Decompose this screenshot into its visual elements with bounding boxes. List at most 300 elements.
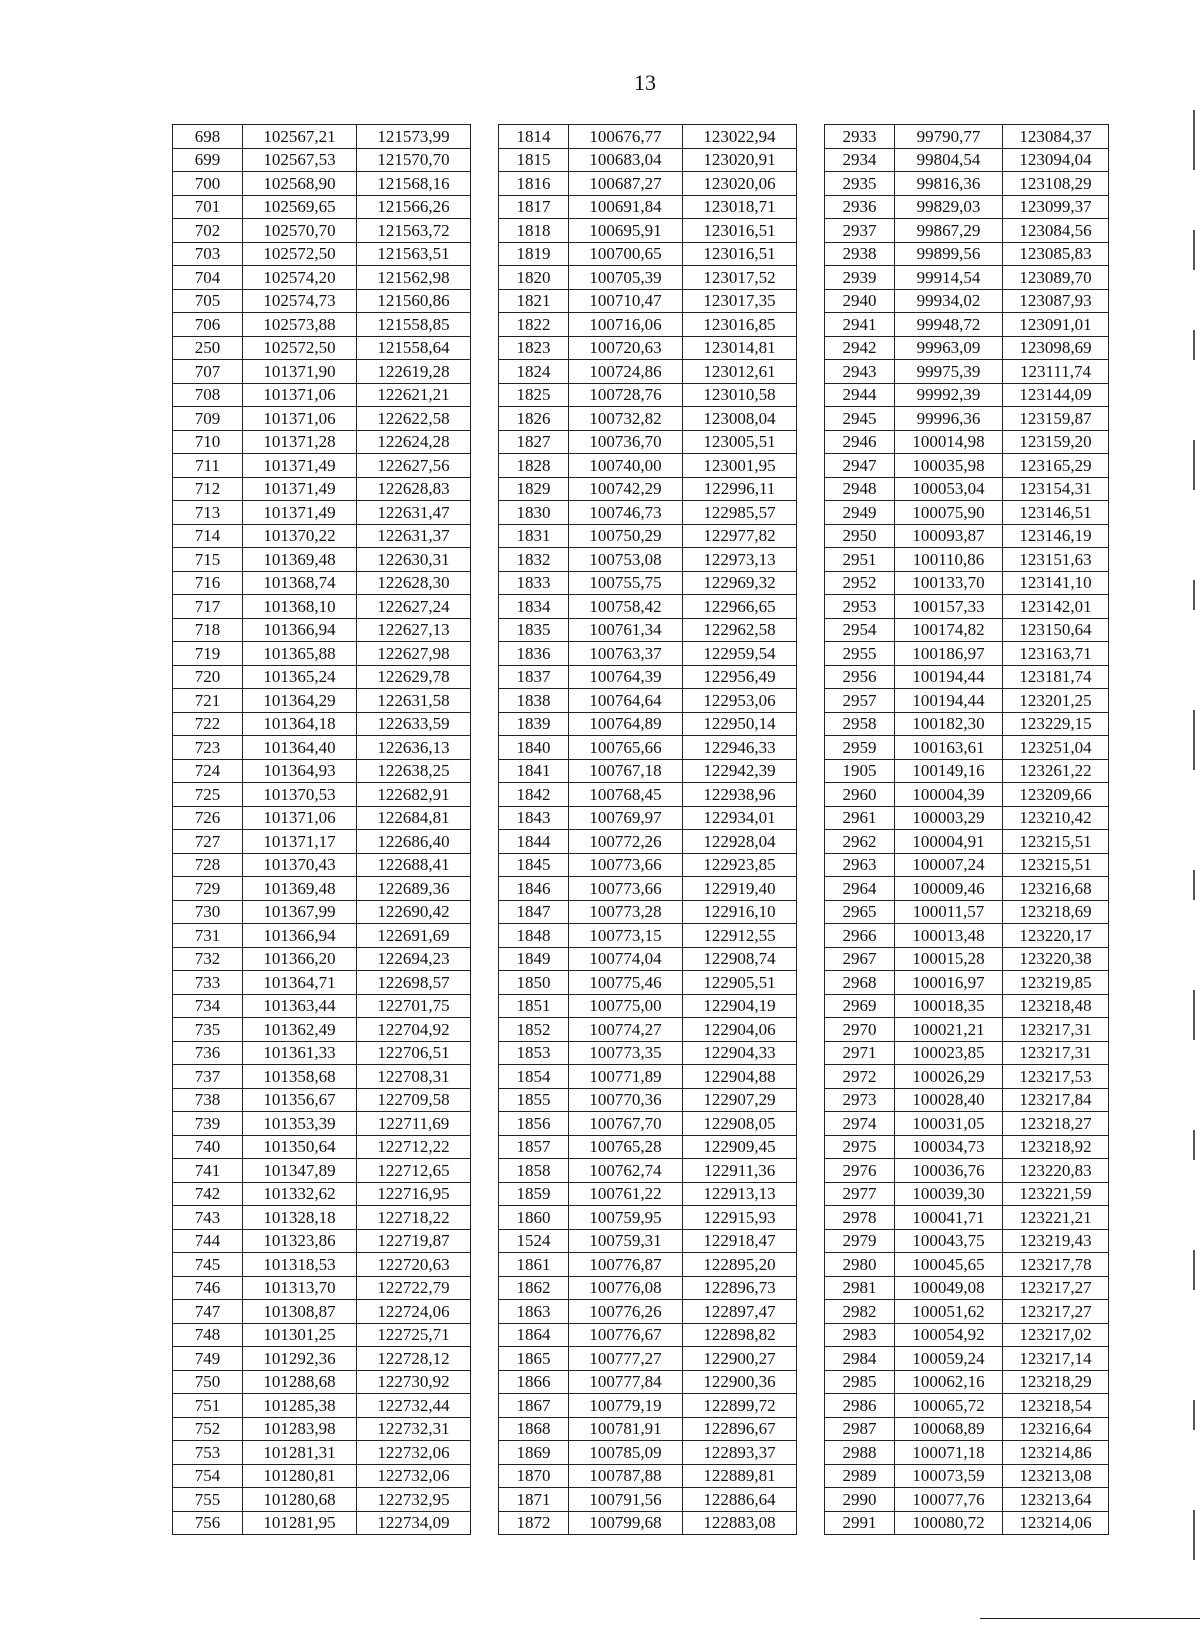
x-coordinate-cell: 100777,84 xyxy=(569,1370,683,1394)
column-separator xyxy=(471,830,499,854)
column-separator xyxy=(471,1112,499,1136)
y-coordinate-cell: 123251,04 xyxy=(1003,736,1109,760)
y-coordinate-cell: 122732,44 xyxy=(357,1394,471,1418)
x-coordinate-cell: 100194,44 xyxy=(895,689,1003,713)
x-coordinate-cell: 101371,06 xyxy=(243,806,357,830)
point-number-cell: 736 xyxy=(173,1041,243,1065)
point-number-cell: 2988 xyxy=(825,1441,895,1465)
x-coordinate-cell: 101323,86 xyxy=(243,1229,357,1253)
point-number-cell: 740 xyxy=(173,1135,243,1159)
point-number-cell: 2950 xyxy=(825,524,895,548)
x-coordinate-cell: 101365,88 xyxy=(243,642,357,666)
x-coordinate-cell: 102574,20 xyxy=(243,266,357,290)
point-number-cell: 746 xyxy=(173,1276,243,1300)
point-number-cell: 2938 xyxy=(825,242,895,266)
x-coordinate-cell: 100776,08 xyxy=(569,1276,683,1300)
column-separator xyxy=(471,266,499,290)
point-number-cell: 1867 xyxy=(499,1394,569,1418)
point-number-cell: 2947 xyxy=(825,454,895,478)
x-coordinate-cell: 100071,18 xyxy=(895,1441,1003,1465)
point-number-cell: 1848 xyxy=(499,924,569,948)
x-coordinate-cell: 102567,53 xyxy=(243,148,357,172)
x-coordinate-cell: 99829,03 xyxy=(895,195,1003,219)
point-number-cell: 1814 xyxy=(499,125,569,149)
y-coordinate-cell: 123094,04 xyxy=(1003,148,1109,172)
x-coordinate-cell: 100773,66 xyxy=(569,877,683,901)
x-coordinate-cell: 100007,24 xyxy=(895,853,1003,877)
column-separator xyxy=(471,548,499,572)
x-coordinate-cell: 102572,50 xyxy=(243,336,357,360)
point-number-cell: 2989 xyxy=(825,1464,895,1488)
point-number-cell: 751 xyxy=(173,1394,243,1418)
y-coordinate-cell: 122883,08 xyxy=(683,1511,797,1535)
column-separator xyxy=(797,618,825,642)
table-row xyxy=(173,971,1109,995)
table-row xyxy=(173,1323,1109,1347)
y-coordinate-cell: 122909,45 xyxy=(683,1135,797,1159)
x-coordinate-cell: 100772,26 xyxy=(569,830,683,854)
column-separator xyxy=(471,853,499,877)
y-coordinate-cell: 123108,29 xyxy=(1003,172,1109,196)
x-coordinate-cell: 100787,88 xyxy=(569,1464,683,1488)
point-number-cell: 726 xyxy=(173,806,243,830)
point-number-cell: 2969 xyxy=(825,994,895,1018)
x-coordinate-cell: 100043,75 xyxy=(895,1229,1003,1253)
column-separator xyxy=(797,571,825,595)
point-number-cell: 1846 xyxy=(499,877,569,901)
y-coordinate-cell: 123016,85 xyxy=(683,313,797,337)
y-coordinate-cell: 122624,28 xyxy=(357,430,471,454)
y-coordinate-cell: 121560,86 xyxy=(357,289,471,313)
point-number-cell: 1831 xyxy=(499,524,569,548)
x-coordinate-cell: 100776,67 xyxy=(569,1323,683,1347)
point-number-cell: 2961 xyxy=(825,806,895,830)
x-coordinate-cell: 100781,91 xyxy=(569,1417,683,1441)
point-number-cell: 1905 xyxy=(825,759,895,783)
point-number-cell: 741 xyxy=(173,1159,243,1183)
x-coordinate-cell: 100016,97 xyxy=(895,971,1003,995)
x-coordinate-cell: 101365,24 xyxy=(243,665,357,689)
column-separator xyxy=(471,501,499,525)
point-number-cell: 2964 xyxy=(825,877,895,901)
y-coordinate-cell: 123163,71 xyxy=(1003,642,1109,666)
point-number-cell: 2948 xyxy=(825,477,895,501)
point-number-cell: 1860 xyxy=(499,1206,569,1230)
x-coordinate-cell: 100041,71 xyxy=(895,1206,1003,1230)
x-coordinate-cell: 100799,68 xyxy=(569,1511,683,1535)
column-separator xyxy=(471,759,499,783)
x-coordinate-cell: 100768,45 xyxy=(569,783,683,807)
x-coordinate-cell: 100695,91 xyxy=(569,219,683,243)
table-row xyxy=(173,853,1109,877)
y-coordinate-cell: 122621,21 xyxy=(357,383,471,407)
point-number-cell: 1842 xyxy=(499,783,569,807)
table-row xyxy=(173,1464,1109,1488)
column-separator xyxy=(797,1300,825,1324)
column-separator xyxy=(797,454,825,478)
column-separator xyxy=(797,665,825,689)
x-coordinate-cell: 100034,73 xyxy=(895,1135,1003,1159)
column-separator xyxy=(797,1370,825,1394)
point-number-cell: 1829 xyxy=(499,477,569,501)
column-separator xyxy=(797,195,825,219)
y-coordinate-cell: 122985,57 xyxy=(683,501,797,525)
y-coordinate-cell: 121568,16 xyxy=(357,172,471,196)
point-number-cell: 731 xyxy=(173,924,243,948)
y-coordinate-cell: 123214,86 xyxy=(1003,1441,1109,1465)
point-number-cell: 716 xyxy=(173,571,243,595)
x-coordinate-cell: 101280,81 xyxy=(243,1464,357,1488)
y-coordinate-cell: 122720,63 xyxy=(357,1253,471,1277)
table-row xyxy=(173,1300,1109,1324)
x-coordinate-cell: 100039,30 xyxy=(895,1182,1003,1206)
column-separator xyxy=(471,1182,499,1206)
point-number-cell: 2934 xyxy=(825,148,895,172)
column-separator xyxy=(797,994,825,1018)
column-separator xyxy=(471,1464,499,1488)
column-separator xyxy=(471,1394,499,1418)
y-coordinate-cell: 123146,19 xyxy=(1003,524,1109,548)
y-coordinate-cell: 122900,36 xyxy=(683,1370,797,1394)
column-separator xyxy=(471,642,499,666)
y-coordinate-cell: 122728,12 xyxy=(357,1347,471,1371)
column-separator xyxy=(471,877,499,901)
column-separator xyxy=(797,900,825,924)
y-coordinate-cell: 122896,67 xyxy=(683,1417,797,1441)
x-coordinate-cell: 100764,64 xyxy=(569,689,683,713)
column-separator xyxy=(797,1088,825,1112)
x-coordinate-cell: 101332,62 xyxy=(243,1182,357,1206)
y-coordinate-cell: 122709,58 xyxy=(357,1088,471,1112)
y-coordinate-cell: 123217,02 xyxy=(1003,1323,1109,1347)
point-number-cell: 701 xyxy=(173,195,243,219)
table-row xyxy=(173,642,1109,666)
y-coordinate-cell: 122904,33 xyxy=(683,1041,797,1065)
table-row xyxy=(173,759,1109,783)
x-coordinate-cell: 100765,66 xyxy=(569,736,683,760)
y-coordinate-cell: 123018,71 xyxy=(683,195,797,219)
column-separator xyxy=(471,1135,499,1159)
x-coordinate-cell: 101364,93 xyxy=(243,759,357,783)
y-coordinate-cell: 122706,51 xyxy=(357,1041,471,1065)
table-row xyxy=(173,924,1109,948)
x-coordinate-cell: 101353,39 xyxy=(243,1112,357,1136)
x-coordinate-cell: 101308,87 xyxy=(243,1300,357,1324)
table-row xyxy=(173,1182,1109,1206)
table-row xyxy=(173,736,1109,760)
y-coordinate-cell: 122918,47 xyxy=(683,1229,797,1253)
x-coordinate-cell: 101364,40 xyxy=(243,736,357,760)
point-number-cell: 2968 xyxy=(825,971,895,995)
point-number-cell: 732 xyxy=(173,947,243,971)
column-separator xyxy=(797,853,825,877)
x-coordinate-cell: 101368,10 xyxy=(243,595,357,619)
y-coordinate-cell: 122629,78 xyxy=(357,665,471,689)
x-coordinate-cell: 100775,46 xyxy=(569,971,683,995)
point-number-cell: 1825 xyxy=(499,383,569,407)
point-number-cell: 2990 xyxy=(825,1488,895,1512)
y-coordinate-cell: 122942,39 xyxy=(683,759,797,783)
y-coordinate-cell: 122904,06 xyxy=(683,1018,797,1042)
x-coordinate-cell: 100762,74 xyxy=(569,1159,683,1183)
point-number-cell: 250 xyxy=(173,336,243,360)
y-coordinate-cell: 123217,14 xyxy=(1003,1347,1109,1371)
y-coordinate-cell: 122732,31 xyxy=(357,1417,471,1441)
y-coordinate-cell: 123215,51 xyxy=(1003,853,1109,877)
x-coordinate-cell: 101370,22 xyxy=(243,524,357,548)
x-coordinate-cell: 100018,35 xyxy=(895,994,1003,1018)
point-number-cell: 730 xyxy=(173,900,243,924)
table-row xyxy=(173,1018,1109,1042)
column-separator xyxy=(797,1182,825,1206)
table-row xyxy=(173,994,1109,1018)
point-number-cell: 2956 xyxy=(825,665,895,689)
table-row xyxy=(173,1229,1109,1253)
x-coordinate-cell: 101364,18 xyxy=(243,712,357,736)
y-coordinate-cell: 122627,13 xyxy=(357,618,471,642)
point-number-cell: 2970 xyxy=(825,1018,895,1042)
point-number-cell: 2976 xyxy=(825,1159,895,1183)
column-separator xyxy=(797,1347,825,1371)
x-coordinate-cell: 100026,29 xyxy=(895,1065,1003,1089)
y-coordinate-cell: 123017,35 xyxy=(683,289,797,313)
y-coordinate-cell: 121573,99 xyxy=(357,125,471,149)
page-number: 13 xyxy=(634,70,656,95)
column-separator xyxy=(797,548,825,572)
x-coordinate-cell: 101369,48 xyxy=(243,548,357,572)
x-coordinate-cell: 101366,20 xyxy=(243,947,357,971)
table-row xyxy=(173,618,1109,642)
table-row xyxy=(173,571,1109,595)
x-coordinate-cell: 99992,39 xyxy=(895,383,1003,407)
column-separator xyxy=(471,971,499,995)
y-coordinate-cell: 123219,85 xyxy=(1003,971,1109,995)
column-separator xyxy=(471,924,499,948)
point-number-cell: 1847 xyxy=(499,900,569,924)
column-separator xyxy=(797,1417,825,1441)
column-separator xyxy=(797,1394,825,1418)
x-coordinate-cell: 100755,75 xyxy=(569,571,683,595)
column-separator xyxy=(471,1323,499,1347)
column-separator xyxy=(471,454,499,478)
column-separator xyxy=(471,430,499,454)
column-separator xyxy=(797,877,825,901)
y-coordinate-cell: 121558,85 xyxy=(357,313,471,337)
column-separator xyxy=(471,1347,499,1371)
point-number-cell: 743 xyxy=(173,1206,243,1230)
x-coordinate-cell: 100065,72 xyxy=(895,1394,1003,1418)
y-coordinate-cell: 122905,51 xyxy=(683,971,797,995)
point-number-cell: 1845 xyxy=(499,853,569,877)
column-separator xyxy=(797,1159,825,1183)
column-separator xyxy=(471,1159,499,1183)
point-number-cell: 2963 xyxy=(825,853,895,877)
point-number-cell: 715 xyxy=(173,548,243,572)
point-number-cell: 739 xyxy=(173,1112,243,1136)
x-coordinate-cell: 100676,77 xyxy=(569,125,683,149)
x-coordinate-cell: 102568,90 xyxy=(243,172,357,196)
y-coordinate-cell: 122627,24 xyxy=(357,595,471,619)
y-coordinate-cell: 122694,23 xyxy=(357,947,471,971)
point-number-cell: 717 xyxy=(173,595,243,619)
column-separator xyxy=(797,1323,825,1347)
point-number-cell: 1872 xyxy=(499,1511,569,1535)
x-coordinate-cell: 101280,68 xyxy=(243,1488,357,1512)
column-separator xyxy=(797,360,825,384)
point-number-cell: 1830 xyxy=(499,501,569,525)
y-coordinate-cell: 122619,28 xyxy=(357,360,471,384)
y-coordinate-cell: 122897,47 xyxy=(683,1300,797,1324)
column-separator xyxy=(471,289,499,313)
point-number-cell: 2936 xyxy=(825,195,895,219)
point-number-cell: 2967 xyxy=(825,947,895,971)
x-coordinate-cell: 100753,08 xyxy=(569,548,683,572)
y-coordinate-cell: 122682,91 xyxy=(357,783,471,807)
coordinates-table-body xyxy=(173,125,1109,1535)
column-separator xyxy=(471,571,499,595)
y-coordinate-cell: 123020,91 xyxy=(683,148,797,172)
point-number-cell: 724 xyxy=(173,759,243,783)
y-coordinate-cell: 123218,54 xyxy=(1003,1394,1109,1418)
column-separator xyxy=(471,313,499,337)
column-separator xyxy=(471,736,499,760)
y-coordinate-cell: 123218,48 xyxy=(1003,994,1109,1018)
x-coordinate-cell: 100746,73 xyxy=(569,501,683,525)
point-number-cell: 2935 xyxy=(825,172,895,196)
column-separator xyxy=(471,1088,499,1112)
column-separator xyxy=(471,125,499,149)
point-number-cell: 723 xyxy=(173,736,243,760)
x-coordinate-cell: 100724,86 xyxy=(569,360,683,384)
y-coordinate-cell: 121562,98 xyxy=(357,266,471,290)
point-number-cell: 711 xyxy=(173,454,243,478)
point-number-cell: 2977 xyxy=(825,1182,895,1206)
y-coordinate-cell: 123217,53 xyxy=(1003,1065,1109,1089)
table-row xyxy=(173,595,1109,619)
table-row xyxy=(173,266,1109,290)
y-coordinate-cell: 122722,79 xyxy=(357,1276,471,1300)
column-separator xyxy=(471,383,499,407)
point-number-cell: 1844 xyxy=(499,830,569,854)
point-number-cell: 1854 xyxy=(499,1065,569,1089)
x-coordinate-cell: 100054,92 xyxy=(895,1323,1003,1347)
point-number-cell: 2966 xyxy=(825,924,895,948)
y-coordinate-cell: 122977,82 xyxy=(683,524,797,548)
x-coordinate-cell: 100779,19 xyxy=(569,1394,683,1418)
y-coordinate-cell: 122636,13 xyxy=(357,736,471,760)
x-coordinate-cell: 102567,21 xyxy=(243,125,357,149)
point-number-cell: 1819 xyxy=(499,242,569,266)
column-separator xyxy=(797,501,825,525)
column-separator xyxy=(471,172,499,196)
x-coordinate-cell: 100157,33 xyxy=(895,595,1003,619)
point-number-cell: 1833 xyxy=(499,571,569,595)
y-coordinate-cell: 123017,52 xyxy=(683,266,797,290)
point-number-cell: 2942 xyxy=(825,336,895,360)
y-coordinate-cell: 123218,92 xyxy=(1003,1135,1109,1159)
x-coordinate-cell: 101371,17 xyxy=(243,830,357,854)
y-coordinate-cell: 122734,09 xyxy=(357,1511,471,1535)
point-number-cell: 718 xyxy=(173,618,243,642)
x-coordinate-cell: 101356,67 xyxy=(243,1088,357,1112)
point-number-cell: 1828 xyxy=(499,454,569,478)
column-separator xyxy=(797,830,825,854)
y-coordinate-cell: 122898,82 xyxy=(683,1323,797,1347)
table-row xyxy=(173,1065,1109,1089)
column-separator xyxy=(797,1041,825,1065)
x-coordinate-cell: 99975,39 xyxy=(895,360,1003,384)
y-coordinate-cell: 122686,40 xyxy=(357,830,471,854)
y-coordinate-cell: 122690,42 xyxy=(357,900,471,924)
point-number-cell: 753 xyxy=(173,1441,243,1465)
y-coordinate-cell: 123218,69 xyxy=(1003,900,1109,924)
table-row xyxy=(173,219,1109,243)
point-number-cell: 1823 xyxy=(499,336,569,360)
x-coordinate-cell: 101366,94 xyxy=(243,618,357,642)
x-coordinate-cell: 100761,22 xyxy=(569,1182,683,1206)
column-separator xyxy=(471,336,499,360)
y-coordinate-cell: 122701,75 xyxy=(357,994,471,1018)
table-row xyxy=(173,1370,1109,1394)
y-coordinate-cell: 123213,64 xyxy=(1003,1488,1109,1512)
column-separator xyxy=(471,1417,499,1441)
column-separator xyxy=(797,219,825,243)
point-number-cell: 1818 xyxy=(499,219,569,243)
point-number-cell: 1851 xyxy=(499,994,569,1018)
point-number-cell: 1821 xyxy=(499,289,569,313)
table-row xyxy=(173,148,1109,172)
column-separator xyxy=(471,1253,499,1277)
column-separator xyxy=(797,595,825,619)
column-separator xyxy=(471,900,499,924)
table-row xyxy=(173,1253,1109,1277)
table-row xyxy=(173,501,1109,525)
column-separator xyxy=(797,313,825,337)
table-row xyxy=(173,830,1109,854)
y-coordinate-cell: 122908,74 xyxy=(683,947,797,971)
x-coordinate-cell: 101371,90 xyxy=(243,360,357,384)
point-number-cell: 733 xyxy=(173,971,243,995)
x-coordinate-cell: 100773,35 xyxy=(569,1041,683,1065)
x-coordinate-cell: 100776,26 xyxy=(569,1300,683,1324)
y-coordinate-cell: 123144,09 xyxy=(1003,383,1109,407)
table-row xyxy=(173,360,1109,384)
y-coordinate-cell: 123217,31 xyxy=(1003,1018,1109,1042)
y-coordinate-cell: 122969,32 xyxy=(683,571,797,595)
point-number-cell: 1859 xyxy=(499,1182,569,1206)
column-separator xyxy=(797,736,825,760)
point-number-cell: 2941 xyxy=(825,313,895,337)
y-coordinate-cell: 122730,92 xyxy=(357,1370,471,1394)
x-coordinate-cell: 100049,08 xyxy=(895,1276,1003,1300)
x-coordinate-cell: 100732,82 xyxy=(569,407,683,431)
y-coordinate-cell: 122708,31 xyxy=(357,1065,471,1089)
y-coordinate-cell: 123217,27 xyxy=(1003,1300,1109,1324)
x-coordinate-cell: 100728,76 xyxy=(569,383,683,407)
point-number-cell: 1839 xyxy=(499,712,569,736)
point-number-cell: 1850 xyxy=(499,971,569,995)
point-number-cell: 2991 xyxy=(825,1511,895,1535)
y-coordinate-cell: 123217,31 xyxy=(1003,1041,1109,1065)
coordinates-table xyxy=(172,124,1109,1535)
y-coordinate-cell: 123142,01 xyxy=(1003,595,1109,619)
y-coordinate-cell: 123154,31 xyxy=(1003,477,1109,501)
column-separator xyxy=(797,642,825,666)
point-number-cell: 2979 xyxy=(825,1229,895,1253)
column-separator xyxy=(797,1511,825,1535)
point-number-cell: 2939 xyxy=(825,266,895,290)
point-number-cell: 2986 xyxy=(825,1394,895,1418)
